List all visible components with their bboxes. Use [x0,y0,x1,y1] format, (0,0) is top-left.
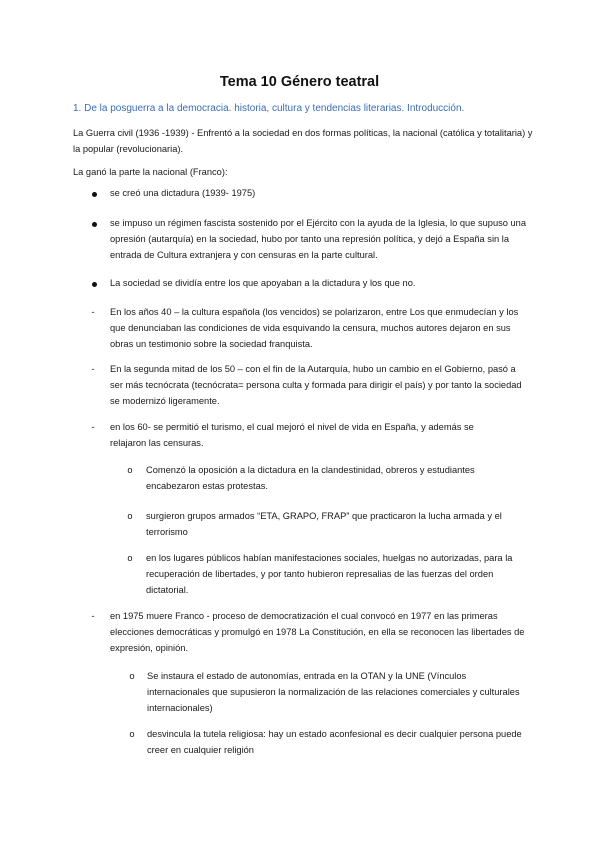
section-heading: 1. De la posguerra a la democracia. historia, cultura y tendencias literarias. Introducción. [73,103,465,114]
bullet-item: se impuso un régimen fascista sostenido por el Ejército con la ayuda de la Iglesia, lo que supuso una opresión (autarquía) en la sociedad, hubo por tanto una represión política, y dejó a España sin la entrada de Cultura extranjera y con censuras en la parte cultural. [110,218,527,260]
sub-item: en los lugares públicos habían manifestaciones sociales, huelgas no autorizadas, para la recuperación de libertades, y por tanto hubieron represalias de las fuerzas del orden dictatorial. [146,553,513,595]
dash-item: En los años 40 – la cultura española (los vencidos) se polarizaron, entre Los que enmudecían y los que denunciaban las condiciones de vida esquivando la censura, muchos autores dejaron en sus obras un testimonio sobre la sociedad franquista. [110,307,519,349]
sub-item: surgieron grupos armados “ETA, GRAPO, FRAP” que practicaron la lucha armada y el terrorismo [146,511,502,537]
lead-in-text: La ganó la parte la nacional (Franco): [73,167,228,177]
dash-marker: - [91,307,95,317]
sub-item: Comenzó la oposición a la dictadura en la clandestinidad, obreros y estudiantes encabezaron estas protestas. [146,465,475,491]
dash-marker: - [91,364,95,374]
bullet-marker [92,192,97,197]
bullet-item: se creó una dictadura (1939- 1975) [110,188,256,198]
sub-item: desvincula la tutela religiosa: hay un estado aconfesional es decir cualquier persona puede creer en cualquier religión [147,729,522,755]
circle-marker: o [129,671,135,681]
bullet-marker [92,282,97,287]
dash-item: en los 60- se permitió el turismo, el cual mejoró el nivel de vida en España, y además se relajaron las censuras. [110,422,474,448]
circle-marker: o [127,511,133,521]
bullet-item: La sociedad se dividía entre los que apoyaban a la dictadura y los que no. [110,278,416,288]
circle-marker: o [127,553,133,563]
circle-marker: o [129,729,135,739]
bullet-marker [92,222,97,227]
dash-item: en 1975 muere Franco - proceso de democratización el cual convocó en 1977 en las primeras elecciones democráticas y promulgó en 1978 La Constitución, en ella se reconocen las libertades de expresión, opinión. [110,611,525,653]
sub-item: Se instaura el estado de autonomías, entrada en la OTAN y la UNE (Vínculos internacionales que supusieron la normalización de las relaciones comerciales y culturales internacionales) [147,671,520,713]
intro-paragraph: La Guerra civil (1936 -1939) - Enfrentó a la sociedad en dos formas políticas, la nacional (católica y totalitaria) y la popular (revolucionaria). [73,128,533,154]
document-title: Tema 10 Género teatral [219,74,380,90]
dash-marker: - [91,422,95,432]
dash-item: En la segunda mitad de los 50 – con el fin de la Autarquía, hubo un cambio en el Gobierno, pasó a ser más tecnócrata (tecnócrata= persona culta y formada para dirigir el país) y por tanto la sociedad se modernizó ligeramente. [110,364,522,406]
dash-marker: - [91,611,95,621]
circle-marker: o [127,465,133,475]
